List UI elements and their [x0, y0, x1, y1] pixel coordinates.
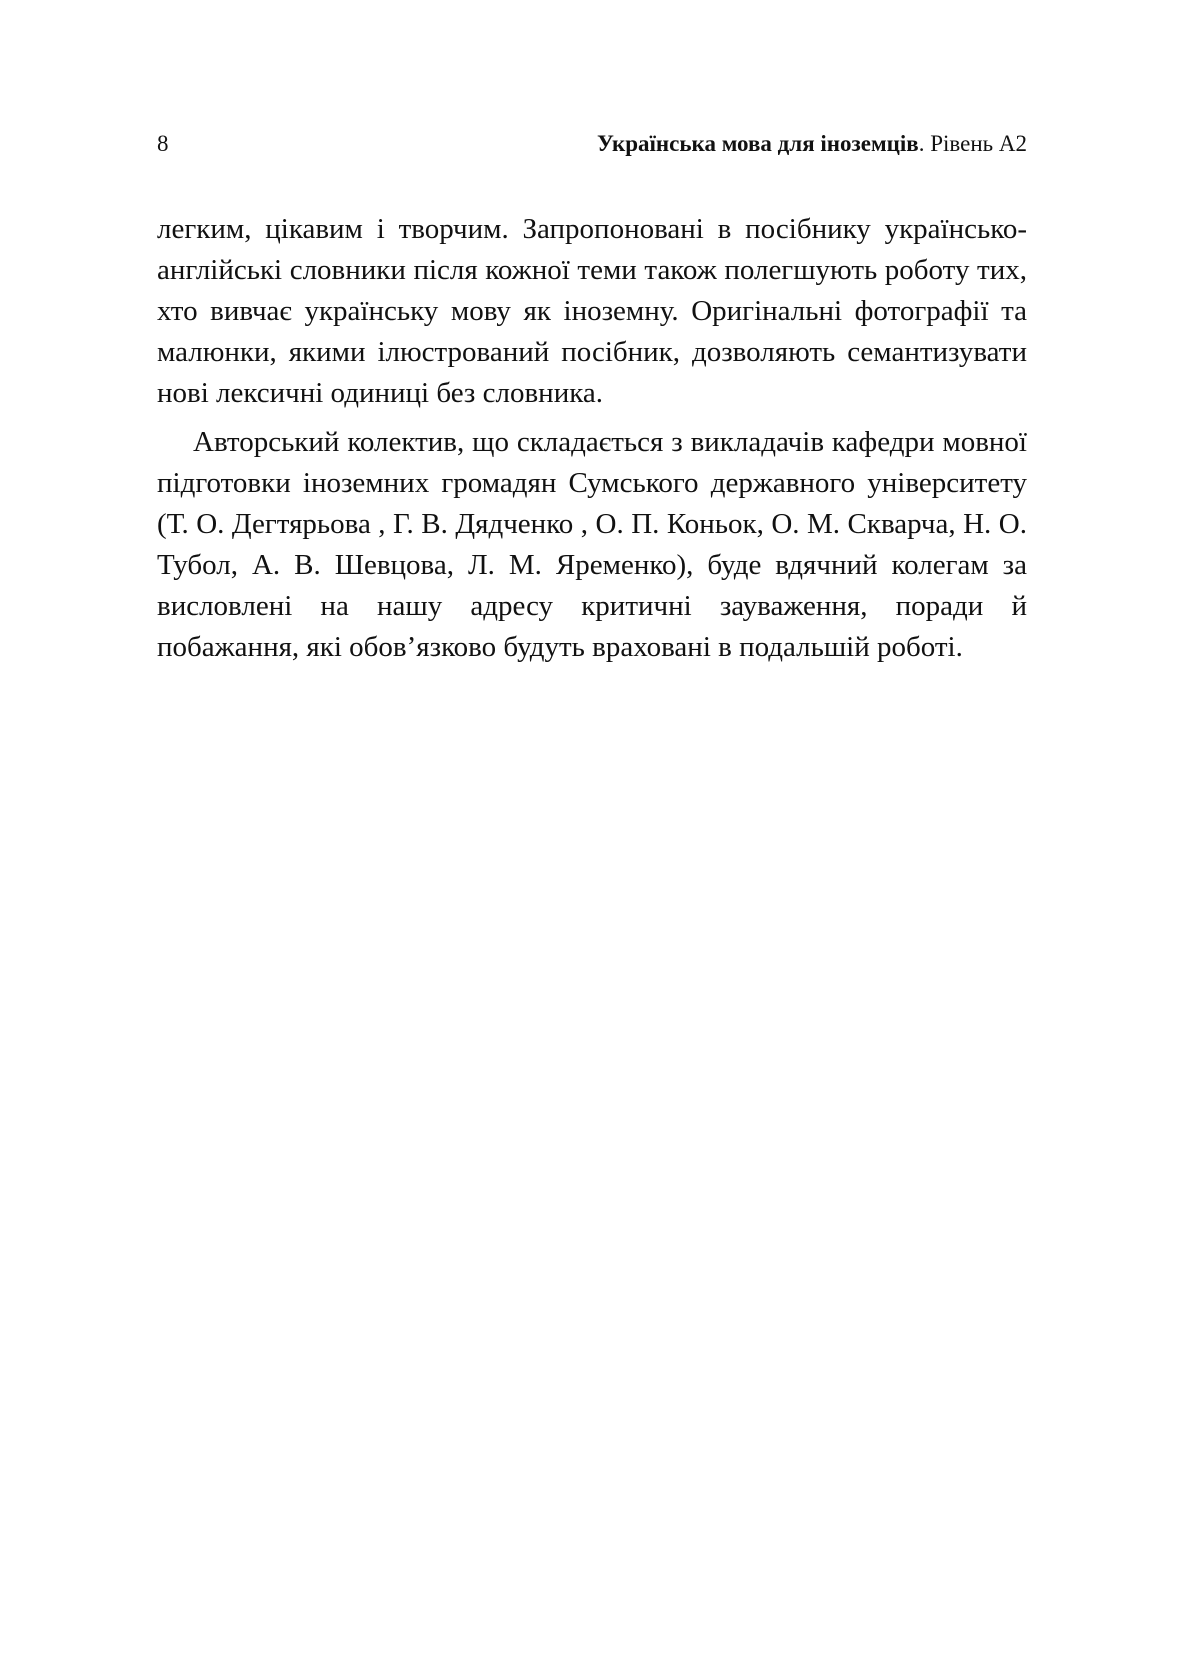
page-header	[157, 128, 1027, 160]
paragraph-authors: Авторський колектив, що складається з викладачів кафедри мовної підготовки іноземних громадян Сумського державного університету (Т. О. Дегтярьова , Г. В. Дядченко , О. П. Коньок, О. М. Скварча, Н. О. Тубол, А. В. Шевцова, Л. М. Яременко), буде вдячний колегам за висловлені на нашу адресу критичні зауваження, поради й побажання, які обов’язково будуть враховані в подальшій роботі.	[157, 426, 1027, 663]
body-text	[157, 209, 1027, 668]
paragraph-continuation: легким, цікавим і творчим. Запропоновані в посібнику українсько-англійські словники після кожної теми також полегшують роботу тих, хто вивчає українську мову як іноземну. Оригінальні фотографії та малюнки, якими ілюстрований посібник, дозволяють семантизувати нові лексичні одиниці без словника.	[157, 213, 1027, 409]
page-number: 8	[157, 131, 169, 156]
running-title	[597, 128, 1027, 160]
running-title-bold: Українська мова для іноземців	[596, 131, 919, 156]
running-title-level: . Рівень А2	[918, 131, 1027, 156]
